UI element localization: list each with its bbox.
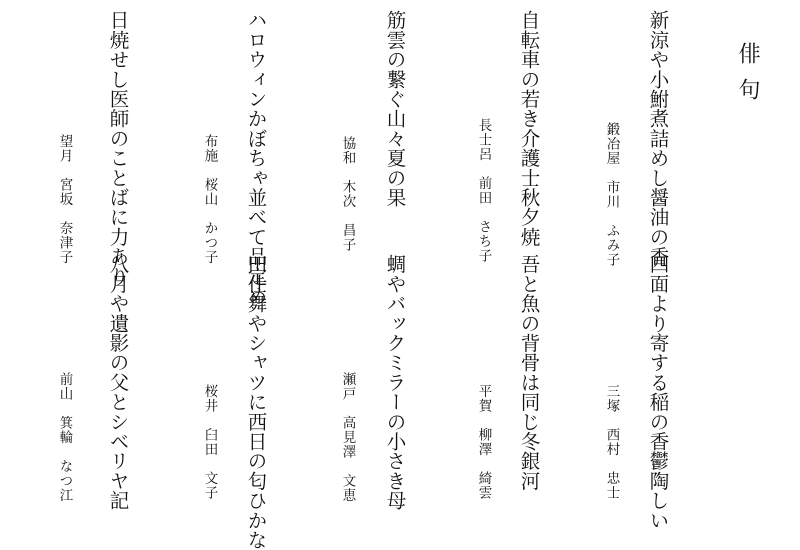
haiku-text: 自転車の若き介護士秋夕焼 [517, 10, 541, 247]
haiku-text: 四面より寄する稲の香鬱陶しい [646, 254, 670, 530]
haiku-author: 長士呂 前田 さち子 [475, 118, 492, 263]
haiku-author: 鍛冶屋 市川 ふみ子 [603, 122, 620, 267]
haiku-text: 吾と魚の背骨は同じ冬銀河 [517, 254, 541, 491]
haiku-text: 日焼せし医師のことばに力あり [106, 10, 130, 286]
haiku-author: 前山 箕輪 なつ江 [56, 372, 73, 503]
haiku-author: 瀬戸 高見澤 文恵 [339, 372, 356, 503]
haiku-text: 蜩やバックミラーの小さき母 [383, 254, 407, 511]
haiku-text: 筋雲の繋ぐ山々夏の果 [383, 10, 407, 207]
haiku-author: 望月 宮坂 奈津子 [56, 134, 73, 265]
haiku-text: 新涼や小鮒煮詰めし醤油の香 [646, 10, 670, 267]
haiku-author: 三塚 西村 忠士 [603, 384, 620, 500]
haiku-text: ハロウィンかぼちゃ並べて品定め [244, 10, 268, 306]
haiku-text: 八月や遺影の父とシベリヤ記 [106, 254, 130, 511]
haiku-author: 平賀 柳澤 綺雲 [475, 384, 492, 500]
haiku-author: 協和 木次 昌子 [339, 136, 356, 252]
page-heading: 俳句 [735, 42, 760, 114]
haiku-author: 布施 桜山 かつ子 [201, 134, 218, 265]
haiku-author: 桜井 臼田 文子 [201, 384, 218, 500]
haiku-text: 田仕舞やシャツに西日の匂ひかな [244, 254, 268, 550]
